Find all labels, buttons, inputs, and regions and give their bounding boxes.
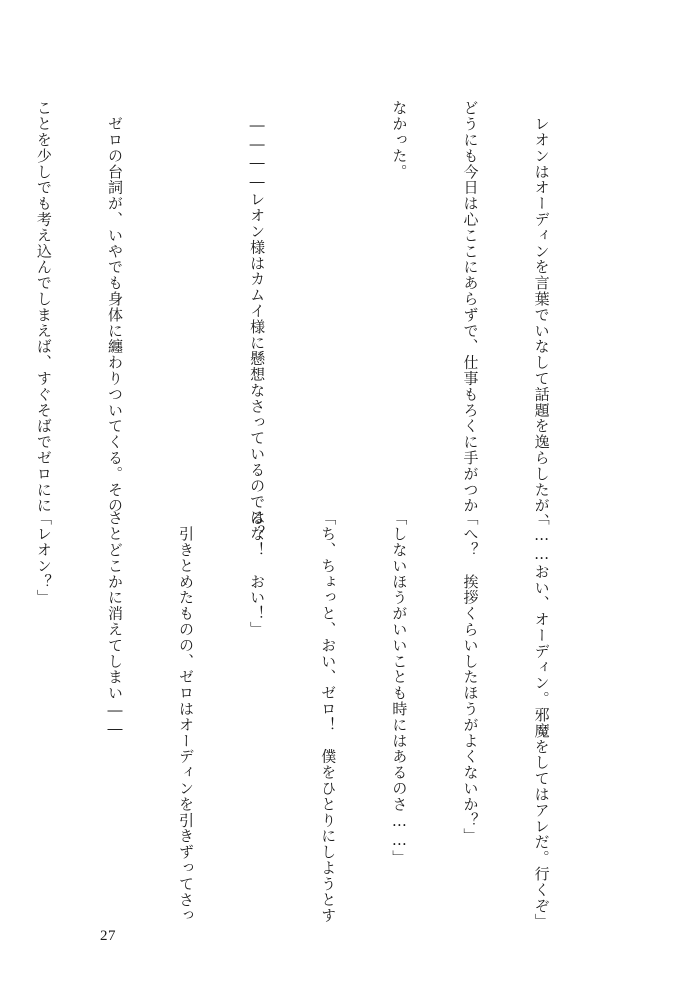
- text-block-lower: [34, 510, 600, 930]
- text-block-upper: [34, 100, 600, 542]
- text-line: [173, 100, 197, 440]
- text-line: 「ち、ちょっと、おい、ゼロ！ 僕をひとりにしようとす: [319, 510, 338, 924]
- text-line: 「……おい、オーディン。邪魔をしてはアレだ。行くぞ」: [532, 510, 551, 930]
- text-line: ことを少しでも考え込んでしまえば、すぐそばでゼロにに: [34, 100, 53, 514]
- text-line: なかった。: [390, 100, 409, 180]
- text-line: [316, 100, 340, 440]
- page-number: 27: [100, 928, 116, 944]
- text-line: 「へ？ 挨拶くらいしたほうがよくないか？」: [461, 510, 480, 844]
- text-line: レオンはオーディンを言葉でいなして話題を逸らしたが、: [532, 100, 551, 530]
- text-line: るな！ おい！」: [248, 510, 267, 638]
- text-line: 「しないほうがいいことも時にはあるのさ……」: [390, 510, 409, 866]
- text-line: 「レオン？」: [34, 510, 53, 606]
- text-line: ――――レオン様はカムイ様に懸想なさっているのでは？: [248, 100, 267, 542]
- text-line: どうにも今日は心ここにあらずで、仕事もろくに手がつか: [461, 100, 480, 514]
- text-line: さとどこかに消えてしまい――: [105, 510, 124, 739]
- text-line: 引きとめたものの、ゼロはオーディンを引きずってさっ: [177, 510, 196, 924]
- text-line: ゼロの台詞が、いやでも身体に纏わりついてくる。その: [105, 100, 124, 514]
